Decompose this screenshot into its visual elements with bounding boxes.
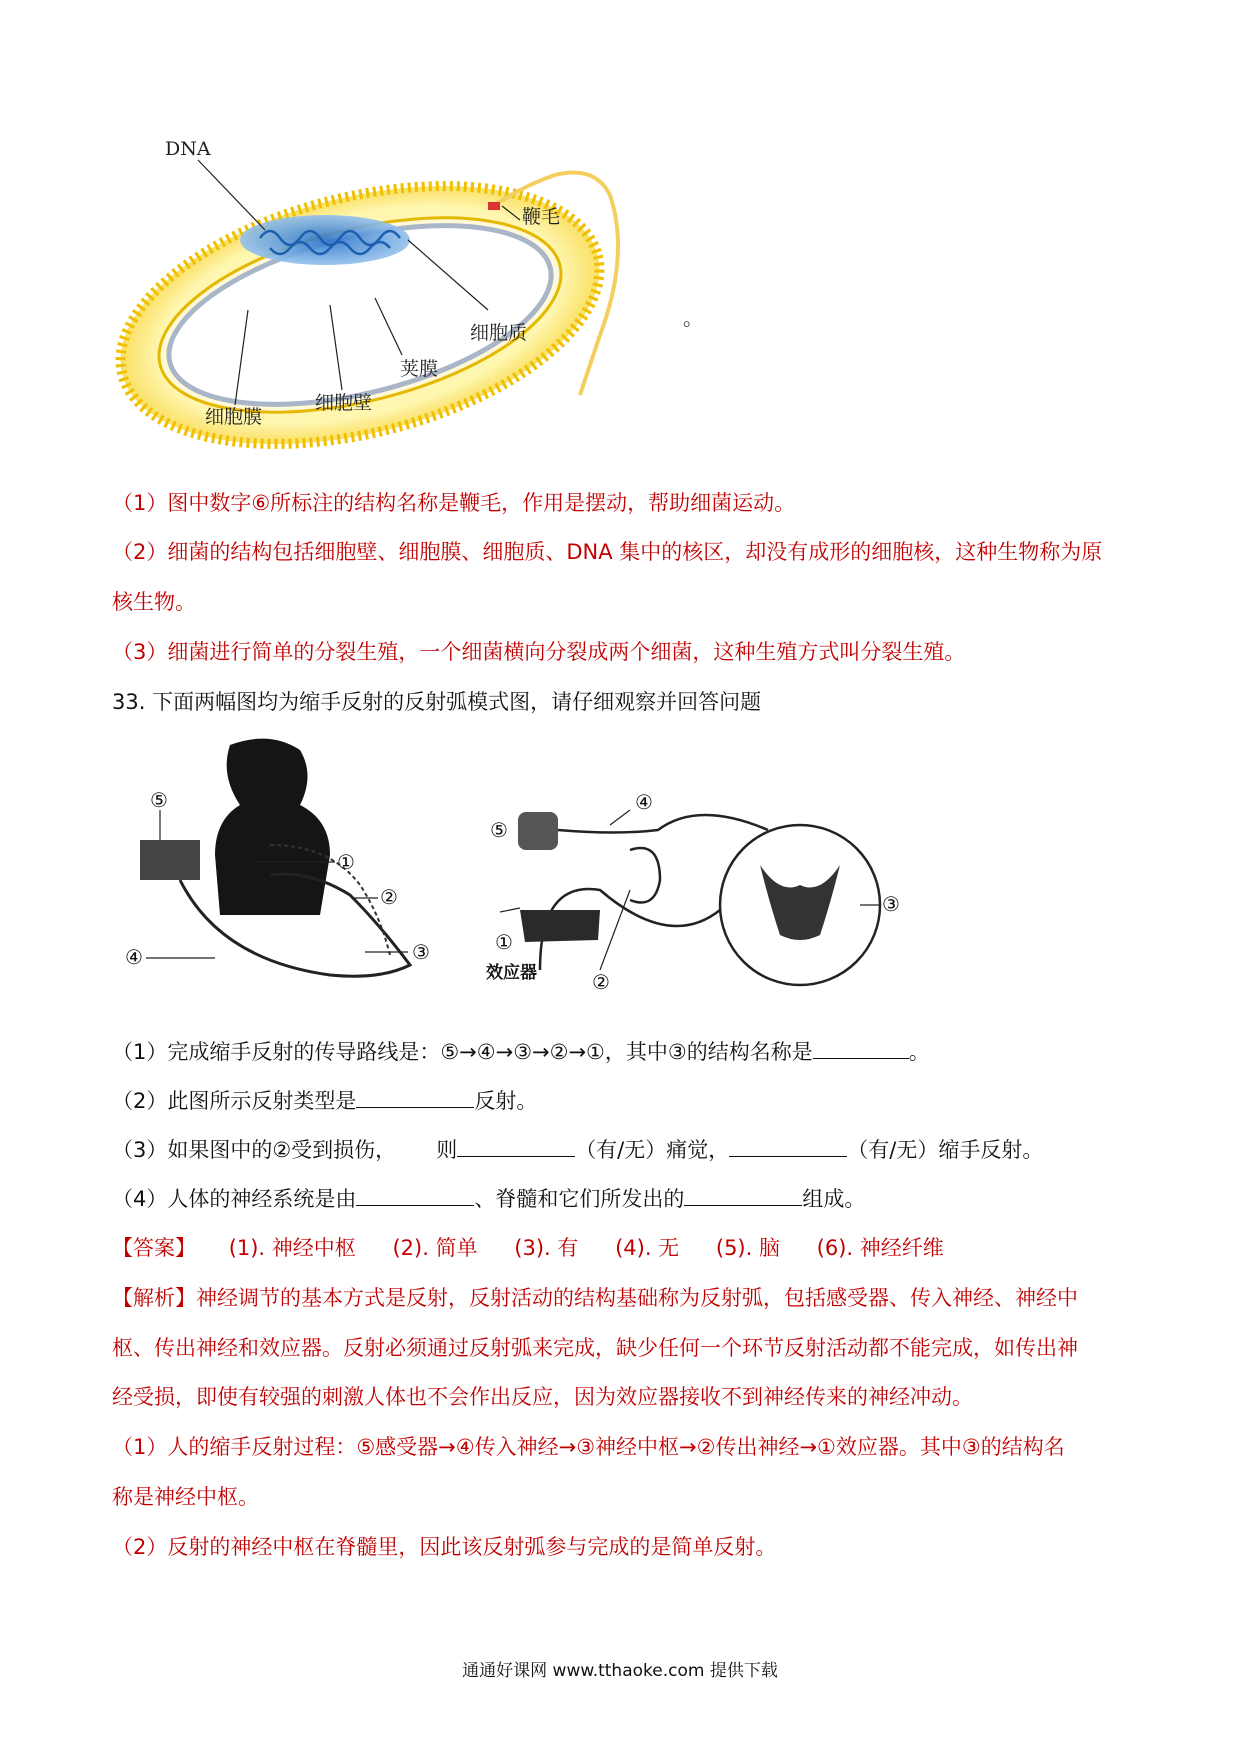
question-33-2	[112, 1085, 537, 1116]
answer-key-item: (3). 有	[514, 1236, 579, 1260]
dna-label: DNA	[165, 138, 211, 160]
hand-reflex-illustration	[120, 730, 450, 990]
left-label-5: ⑤	[150, 788, 168, 812]
reflex-figure-right	[480, 790, 910, 1000]
q4-blank-2[interactable]	[684, 1183, 802, 1206]
question-33-3	[112, 1134, 1043, 1165]
analysis-line-2: 枢、传出神经和效应器。反射必须通过反射弧来完成，缺少任何一个环节反射活动都不能完成，如传出神	[112, 1336, 1078, 1360]
q3-end: （有/无）缩手反射。	[847, 1138, 1044, 1162]
question-33-4	[112, 1183, 865, 1214]
analysis-line-3: 经受损，即使有较强的刺激人体也不会作出反应，因为效应器接收不到神经传来的神经冲动。	[112, 1385, 973, 1409]
left-label-3: ③	[412, 940, 430, 964]
analysis-line-5: 称是神经中枢。	[112, 1485, 259, 1509]
analysis-label: 【解析】	[112, 1286, 196, 1310]
left-label-1: ①	[337, 850, 355, 874]
q3-blank-1[interactable]	[457, 1134, 575, 1157]
analysis-line-1	[112, 1283, 1078, 1313]
answer-32-line-1: （1）图中数字⑥所标注的结构名称是鞭毛，作用是摆动，帮助细菌运动。	[112, 491, 796, 515]
reflex-figure-left	[120, 730, 450, 990]
page-footer: 通通好课网 www.tthaoke.com 提供下载	[462, 1661, 778, 1681]
cell-wall-label: 细胞壁	[315, 392, 373, 414]
bacteria-figure	[110, 140, 710, 480]
left-label-4: ④	[125, 945, 143, 969]
flagellum-label: 鞭毛	[522, 206, 561, 228]
question-33-stem: 33. 下面两幅图均为缩手反射的反射弧模式图，请仔细观察并回答问题	[112, 690, 762, 714]
dna-cluster	[240, 215, 410, 265]
right-label-4: ④	[635, 790, 653, 814]
flagellum-base	[488, 202, 500, 210]
q4-mid: 、脊髓和它们所发出的	[474, 1187, 685, 1211]
q3-text: （3）如果图中的②受到损伤，	[112, 1138, 397, 1162]
cytoplasm-label: 细胞质	[470, 322, 528, 344]
right-label-2: ②	[592, 970, 610, 994]
q1-end: 。	[908, 1040, 930, 1064]
q4-blank-1[interactable]	[356, 1183, 474, 1206]
left-label-2: ②	[380, 885, 398, 909]
q3-then: 则	[436, 1138, 458, 1162]
q1-text: （1）完成缩手反射的传导路线是：⑤→④→③→②→①，其中③的结构名称是	[112, 1040, 813, 1064]
q2-end: 反射。	[474, 1089, 538, 1113]
right-label-3: ③	[882, 892, 900, 916]
answer-32-line-4: （3）细菌进行简单的分裂生殖，一个细菌横向分裂成两个细菌，这种生殖方式叫分裂生殖。	[112, 640, 966, 664]
answer-key-item: (5). 脑	[715, 1236, 780, 1260]
q2-blank[interactable]	[356, 1085, 474, 1108]
q3-mid: （有/无）痛觉，	[575, 1138, 730, 1162]
q4-text: （4）人体的神经系统是由	[112, 1187, 357, 1211]
q3-blank-2[interactable]	[729, 1134, 847, 1157]
answer-32-line-2: （2）细菌的结构包括细胞壁、细胞膜、细胞质、DNA 集中的核区，却没有成形的细胞核，这种生物称为原	[112, 540, 1103, 564]
answer-key-label: 【答案】	[112, 1236, 196, 1260]
effector-text: 效应器	[486, 963, 537, 983]
q2-text: （2）此图所示反射类型是	[112, 1089, 357, 1113]
answer-key-item: (6). 神经纤维	[816, 1236, 944, 1260]
answer-key-item: (2). 简单	[392, 1236, 478, 1260]
question-33-1	[112, 1036, 930, 1067]
answer-key-item: (4). 无	[615, 1236, 680, 1260]
right-label-1: ①	[495, 930, 513, 954]
answer-key	[112, 1233, 944, 1263]
figure-trailing-period: 。	[683, 306, 703, 330]
effector-shape	[520, 910, 600, 942]
cell-membrane-label: 细胞膜	[205, 406, 263, 428]
analysis-line-4: （1）人的缩手反射过程：⑤感受器→④传入神经→③神经中枢→②传出神经→①效应器。其中③的结构名	[112, 1435, 1065, 1459]
answer-32-line-3: 核生物。	[112, 590, 196, 614]
right-label-5: ⑤	[490, 818, 508, 842]
receptor-shape	[518, 812, 558, 850]
bacteria-illustration	[110, 140, 710, 480]
capsule-label: 荚膜	[400, 358, 439, 380]
analysis-text: 神经调节的基本方式是反射，反射活动的结构基础称为反射弧，包括感受器、传入神经、神经中	[196, 1286, 1078, 1310]
reflex-arc-diagram	[480, 790, 910, 1000]
analysis-line-6: （2）反射的神经中枢在脊髓里，因此该反射弧参与完成的是简单反射。	[112, 1535, 777, 1559]
q4-end: 组成。	[802, 1187, 866, 1211]
q1-blank[interactable]	[813, 1036, 909, 1059]
answer-key-item: (1). 神经中枢	[228, 1236, 356, 1260]
